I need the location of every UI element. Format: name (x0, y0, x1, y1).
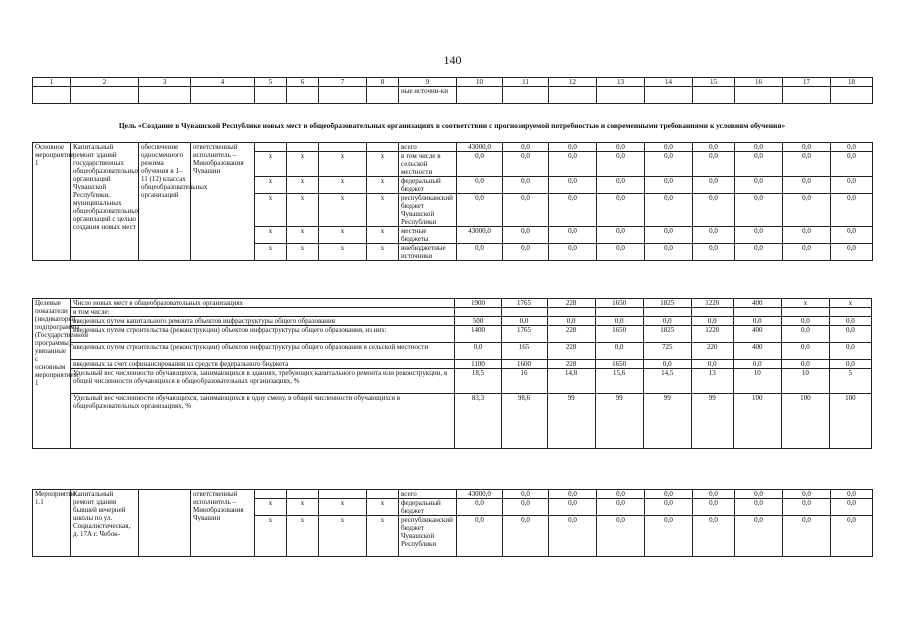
carry-over-row (33, 87, 873, 104)
code-cell: x (367, 244, 399, 261)
code-cell: x (255, 177, 287, 194)
funding-value: 0,0 (549, 516, 597, 557)
indicator-value: x (829, 299, 871, 308)
indicator-value: 0,0 (781, 317, 829, 326)
funding-source: местные бюджеты (399, 227, 457, 244)
code-cell: x (319, 244, 367, 261)
funding-value: 0,0 (457, 194, 503, 227)
code-cell: x (255, 227, 287, 244)
funding-source: в том числе в сельской местности (399, 152, 457, 177)
funding-value: 0,0 (645, 516, 693, 557)
indicator-value: 1900 (455, 299, 501, 308)
funding-value: 0,0 (693, 516, 735, 557)
column-number: 8 (367, 78, 399, 87)
funding-value: 0,0 (597, 152, 645, 177)
code-cell: x (367, 499, 399, 516)
funding-value: 0,0 (831, 490, 873, 499)
column-number: 15 (693, 78, 735, 87)
funding-value: 0,0 (645, 177, 693, 194)
funding-value: 0,0 (735, 152, 783, 177)
funding-value: 0,0 (693, 194, 735, 227)
code-cell: x (319, 227, 367, 244)
funding-value: 0,0 (503, 490, 549, 499)
funding-value: 0,0 (597, 516, 645, 557)
indicator-value: 0,0 (595, 343, 643, 360)
event-1-1-label: Мероприятие 1.1 (33, 490, 71, 557)
funding-value: 0,0 (693, 244, 735, 261)
indicator-value: 400 (733, 299, 781, 308)
indicator-value: 18,5 (455, 369, 501, 394)
indicator-value: 0,0 (691, 317, 733, 326)
funding-value: 0,0 (457, 244, 503, 261)
column-number: 13 (597, 78, 645, 87)
funding-value: 0,0 (645, 143, 693, 152)
funding-value: 0,0 (503, 516, 549, 557)
funding-value: 0,0 (645, 490, 693, 499)
funding-value: 0,0 (831, 227, 873, 244)
event-1-1-responsible: ответственный исполнитель – Минобразования Чувашии (191, 490, 255, 557)
funding-value: 0,0 (735, 227, 783, 244)
event-1-1-purpose (139, 490, 191, 557)
code-cell: x (367, 516, 399, 557)
indicator-row (33, 299, 872, 308)
indicator-value: 228 (547, 360, 595, 369)
funding-value: 0,0 (597, 490, 645, 499)
funding-value: 0,0 (549, 227, 597, 244)
code-cell: x (367, 227, 399, 244)
main-event-purpose: обеспечение односменного режима обучения в 1–11 (12) классах общеобразовательных организаций (139, 143, 191, 261)
indicator-value: 10 (733, 369, 781, 394)
indicator-value: 0,0 (829, 360, 871, 369)
indicator-value: 0,0 (643, 360, 691, 369)
funding-value: 0,0 (831, 516, 873, 557)
code-cell: x (319, 194, 367, 227)
column-number: 5 (255, 78, 287, 87)
indicator-value: 165 (501, 343, 547, 360)
main-event-name: Капитальный ремонт зданий государственных общеобразовательных организаций Чувашской Республики, муниципальных общеобразовательных организаций с целью создания новых мест (71, 143, 139, 261)
code-cell (319, 143, 367, 152)
code-cell (255, 143, 287, 152)
column-number: 17 (783, 78, 831, 87)
indicator-value: 228 (547, 343, 595, 360)
funding-value: 43000,0 (457, 227, 503, 244)
indicator-value: 220 (691, 343, 733, 360)
column-number: 14 (645, 78, 693, 87)
code-cell: x (319, 516, 367, 557)
column-number: 3 (139, 78, 191, 87)
indicator-value: 1650 (595, 326, 643, 343)
indicator-value: 1825 (643, 299, 691, 308)
funding-value: 0,0 (693, 227, 735, 244)
funding-value: 0,0 (735, 194, 783, 227)
indicator-value: 400 (733, 343, 781, 360)
funding-value: 0,0 (549, 499, 597, 516)
indicator-value: 1765 (501, 326, 547, 343)
indicator-value: 100 (733, 394, 781, 449)
indicator-value: 1400 (455, 326, 501, 343)
funding-value: 0,0 (783, 152, 831, 177)
code-cell: x (287, 227, 319, 244)
funding-value: 0,0 (645, 194, 693, 227)
indicator-value: 1600 (501, 360, 547, 369)
indicator-row (33, 326, 872, 343)
indicator-row (33, 369, 872, 394)
indicator-row (33, 308, 872, 317)
funding-value: 0,0 (457, 499, 503, 516)
indicators-label: Целевые показатели (индикаторы) подпрограммы (Государственной программы), увязанные с основным мероприятием 1 (33, 299, 71, 449)
indicator-value: 83,3 (455, 394, 501, 449)
funding-value: 0,0 (549, 152, 597, 177)
indicator-value: 228 (547, 299, 595, 308)
funding-value: 0,0 (831, 194, 873, 227)
event-1-1-table (32, 489, 873, 557)
header-table (32, 77, 873, 104)
funding-value: 0,0 (783, 143, 831, 152)
indicator-value: 1650 (595, 299, 643, 308)
funding-value: 0,0 (831, 177, 873, 194)
funding-value: 0,0 (735, 143, 783, 152)
funding-value: 43000,0 (457, 143, 503, 152)
indicator-value: 500 (455, 317, 501, 326)
funding-value: 0,0 (549, 177, 597, 194)
funding-value: 0,0 (503, 499, 549, 516)
indicator-name: Число новых мест в общеобразовательных организациях (71, 299, 455, 308)
code-cell: x (287, 194, 319, 227)
indicator-value: 16 (501, 369, 547, 394)
column-number: 12 (549, 78, 597, 87)
funding-value: 0,0 (693, 499, 735, 516)
indicator-value: 0,0 (455, 343, 501, 360)
code-cell (367, 143, 399, 152)
indicator-value: 100 (781, 394, 829, 449)
code-cell: x (255, 152, 287, 177)
indicator-value: 1220 (691, 326, 733, 343)
funding-value: 0,0 (783, 227, 831, 244)
indicator-value: 99 (643, 394, 691, 449)
indicator-value: 15,6 (595, 369, 643, 394)
indicator-value (595, 308, 643, 317)
code-cell (287, 490, 319, 499)
indicator-value: 0,0 (733, 317, 781, 326)
column-number: 11 (503, 78, 549, 87)
funding-value: 0,0 (503, 194, 549, 227)
indicator-value: 0,0 (595, 317, 643, 326)
indicator-name: введенных за счет софинансирования из средств федерального бюджета (71, 360, 455, 369)
event-1-1-name: Капитальный ремонт здания бывшей вечерней школы по ул. Социалистическая, д. 17А г. Чебок- (71, 490, 139, 557)
funding-value: 43000,0 (457, 490, 503, 499)
funding-value: 0,0 (645, 227, 693, 244)
indicator-value: 1765 (501, 299, 547, 308)
funding-value: 0,0 (457, 516, 503, 557)
funding-source: федеральный бюджет (399, 499, 457, 516)
funding-value: 0,0 (597, 194, 645, 227)
indicator-value: 0,0 (829, 343, 871, 360)
funding-value: 0,0 (503, 152, 549, 177)
indicator-value: 99 (691, 394, 733, 449)
funding-value: 0,0 (783, 244, 831, 261)
funding-value: 0,0 (831, 244, 873, 261)
indicator-value: 13 (691, 369, 733, 394)
main-event-row (33, 143, 873, 152)
funding-value: 0,0 (549, 490, 597, 499)
indicator-value: 0,0 (829, 317, 871, 326)
funding-value: 0,0 (549, 194, 597, 227)
code-cell: x (287, 152, 319, 177)
indicator-value: 1100 (455, 360, 501, 369)
funding-value: 0,0 (503, 143, 549, 152)
indicator-value: 0,0 (781, 343, 829, 360)
column-number: 4 (191, 78, 255, 87)
funding-value: 0,0 (735, 177, 783, 194)
indicator-value: 0,0 (643, 317, 691, 326)
code-cell: x (319, 499, 367, 516)
funding-value: 0,0 (457, 152, 503, 177)
indicator-name: в том числе: (71, 308, 455, 317)
indicator-value: 0,0 (547, 317, 595, 326)
column-number: 6 (287, 78, 319, 87)
funding-value: 0,0 (783, 490, 831, 499)
indicator-value: 1650 (595, 360, 643, 369)
indicator-value: 98,6 (501, 394, 547, 449)
column-number: 2 (71, 78, 139, 87)
goal-heading: Цель «Создание в Чувашской Республике новых мест в общеобразовательных организациях в соответствии с прогнозируемой потребностью и современными требованиями к условиям обучения» (118, 121, 786, 130)
main-event-label: Основное мероприятие 1 (33, 143, 71, 261)
funding-value: 0,0 (645, 244, 693, 261)
funding-value: 0,0 (503, 244, 549, 261)
funding-value: 0,0 (549, 143, 597, 152)
indicator-value: 0,0 (501, 317, 547, 326)
column-number-row (33, 78, 873, 87)
funding-value: 0,0 (783, 194, 831, 227)
indicator-value: 10 (781, 369, 829, 394)
indicator-name: введенных путем строительства (реконструкции) объектов инфраструктуры общего образования в сельской местности (71, 343, 455, 360)
funding-source: республиканский бюджет Чувашской Республики (399, 194, 457, 227)
indicator-value (501, 308, 547, 317)
indicators-table (32, 298, 872, 449)
indicator-value: 14,8 (547, 369, 595, 394)
funding-value: 0,0 (597, 499, 645, 516)
funding-value: 0,0 (597, 143, 645, 152)
funding-value: 0,0 (503, 227, 549, 244)
funding-value: 0,0 (783, 516, 831, 557)
page-number: 140 (443, 53, 462, 67)
indicator-row (33, 394, 872, 449)
indicator-value (691, 308, 733, 317)
code-cell (287, 143, 319, 152)
funding-value: 0,0 (693, 143, 735, 152)
funding-value: 0,0 (735, 516, 783, 557)
indicator-row (33, 317, 872, 326)
indicator-value: 0,0 (781, 360, 829, 369)
code-cell: x (367, 177, 399, 194)
indicator-value: 1220 (691, 299, 733, 308)
indicator-value: 0,0 (829, 326, 871, 343)
event-1-1-row (33, 490, 873, 499)
indicator-name: Удельный вес численности обучающихся, занимающихся в зданиях, требующих капитального ремонта или реконструкции, в общей численности обучающихся в общеобразовательных организациях, % (71, 369, 455, 394)
indicator-value: 5 (829, 369, 871, 394)
indicator-name: введенных путем строительства (реконструкции) объектов инфраструктуры общего образования, из них: (71, 326, 455, 343)
indicator-value: 725 (643, 343, 691, 360)
funding-source: всего (399, 490, 457, 499)
indicator-value: 1825 (643, 326, 691, 343)
indicator-value: x (781, 299, 829, 308)
funding-value: 0,0 (597, 177, 645, 194)
indicator-value: 0,0 (781, 326, 829, 343)
funding-value: 0,0 (693, 152, 735, 177)
funding-source: федеральный бюджет (399, 177, 457, 194)
funding-value: 0,0 (831, 499, 873, 516)
funding-value: 0,0 (735, 244, 783, 261)
code-cell: x (255, 516, 287, 557)
funding-value: 0,0 (735, 499, 783, 516)
funding-value: 0,0 (549, 244, 597, 261)
funding-value: 0,0 (693, 490, 735, 499)
indicator-value (643, 308, 691, 317)
funding-value: 0,0 (693, 177, 735, 194)
indicator-value: 228 (547, 326, 595, 343)
funding-value: 0,0 (783, 177, 831, 194)
indicator-row (33, 343, 872, 360)
column-number: 18 (831, 78, 873, 87)
indicator-row (33, 360, 872, 369)
indicator-value: 0,0 (691, 360, 733, 369)
indicator-value (829, 308, 871, 317)
funding-value: 0,0 (645, 499, 693, 516)
code-cell: x (287, 499, 319, 516)
indicator-value: 99 (547, 394, 595, 449)
code-cell: x (319, 152, 367, 177)
column-number: 10 (457, 78, 503, 87)
column-number: 16 (735, 78, 783, 87)
code-cell (319, 490, 367, 499)
funding-value: 0,0 (503, 177, 549, 194)
code-cell: x (287, 244, 319, 261)
indicator-value (547, 308, 595, 317)
funding-value: 0,0 (597, 227, 645, 244)
indicator-value: 99 (595, 394, 643, 449)
indicator-value (781, 308, 829, 317)
funding-value: 0,0 (735, 490, 783, 499)
column-number: 7 (319, 78, 367, 87)
code-cell: x (255, 194, 287, 227)
carry-over-source: ные источни-ки (399, 87, 457, 104)
indicator-value: 14,5 (643, 369, 691, 394)
code-cell: x (255, 499, 287, 516)
funding-value: 0,0 (783, 499, 831, 516)
indicator-name: Удельный вес численности обучающихся, занимающихся в одну смену, в общей численности обучающихся в общеобразовательных организациях, % (71, 394, 455, 449)
code-cell: x (367, 194, 399, 227)
indicator-value (733, 308, 781, 317)
column-number: 1 (33, 78, 71, 87)
funding-value: 0,0 (831, 152, 873, 177)
funding-source: республиканский бюджет Чувашской Республики (399, 516, 457, 557)
funding-source: всего (399, 143, 457, 152)
indicator-value: 0,0 (733, 360, 781, 369)
code-cell: x (367, 152, 399, 177)
code-cell (367, 490, 399, 499)
indicator-name: введенных путем капитального ремонта объектов инфраструктуры общего образования (71, 317, 455, 326)
funding-source: внебюджетные источники (399, 244, 457, 261)
funding-value: 0,0 (645, 152, 693, 177)
indicator-value: 100 (829, 394, 871, 449)
code-cell (255, 490, 287, 499)
code-cell: x (255, 244, 287, 261)
main-event-responsible: ответственный исполнитель – Минобразования Чувашии (191, 143, 255, 261)
indicator-value: 400 (733, 326, 781, 343)
code-cell: x (287, 177, 319, 194)
code-cell: x (287, 516, 319, 557)
code-cell: x (319, 177, 367, 194)
funding-value: 0,0 (831, 143, 873, 152)
main-event-table (32, 142, 873, 261)
funding-value: 0,0 (597, 244, 645, 261)
funding-value: 0,0 (457, 177, 503, 194)
indicator-value (455, 308, 501, 317)
column-number: 9 (399, 78, 457, 87)
